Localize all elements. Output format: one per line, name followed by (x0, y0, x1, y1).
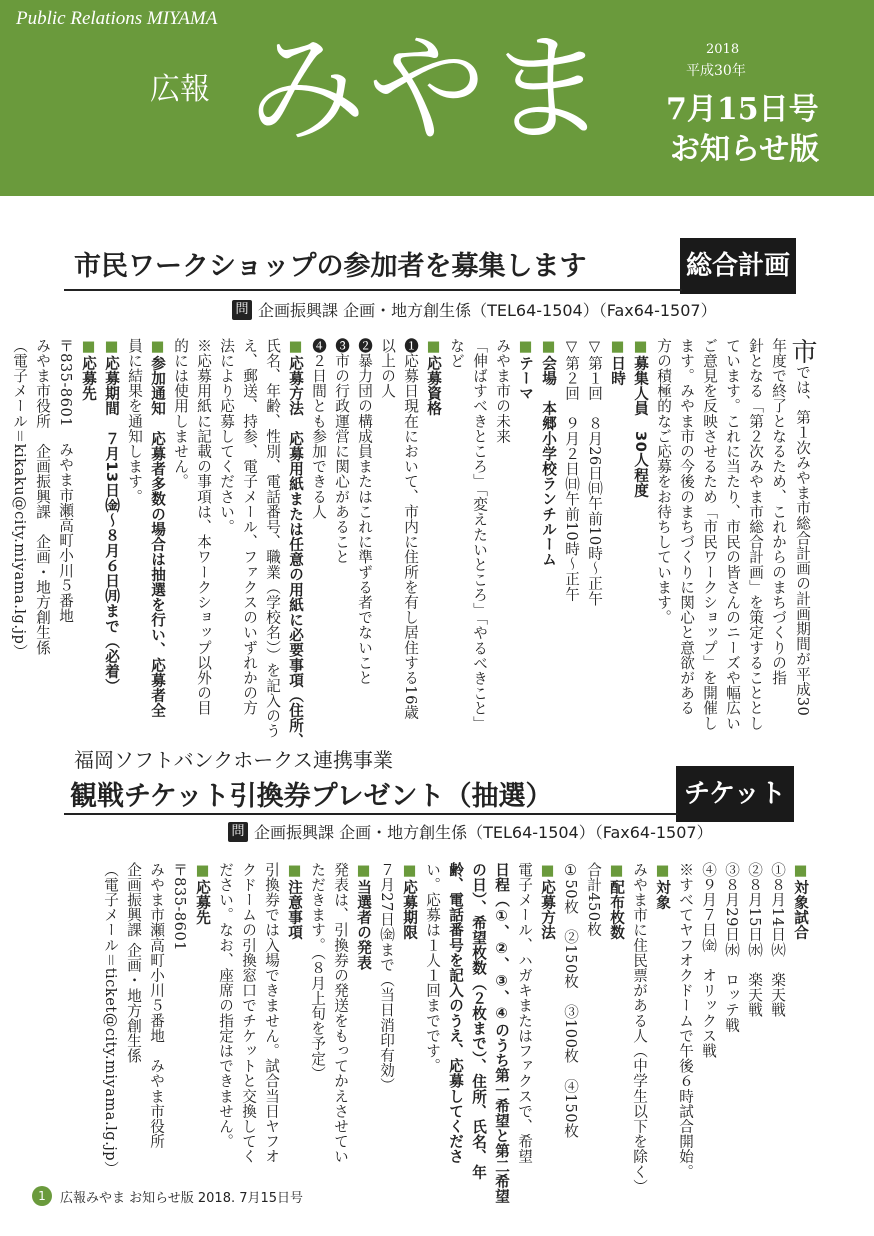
heading-haifu-maisu: ■ 配布枚数 (605, 862, 628, 1188)
workshop-contact (232, 298, 717, 321)
body-line: 年度で終了となるため、これからのまちづくりの指 (770, 338, 787, 686)
heading-oubo-kigen: ■ 応募期限 (398, 862, 421, 1188)
page-number-badge: 1 (32, 1186, 52, 1206)
ticket-subtitle: 福岡ソフトバンクホークス連携事業 (74, 748, 393, 772)
heading-boshu-jinin: ■ 募集人員 30人程度 (629, 338, 652, 722)
body-line: 「伸ばすべきところ」「変えたいところ」「やるべきこと」 (471, 338, 488, 732)
body-line: ▽第２回 ９月２日㈰午前10時～正午 (563, 338, 580, 602)
body-line: ❹２日間とも参加できる人 (310, 338, 327, 520)
page-footer (32, 1186, 303, 1206)
body-line: い。応募は１人１回までです。 (424, 862, 441, 1074)
body-line: 員に結果を通知します。 (126, 338, 143, 505)
body-line: ※応募用紙に記載の事項は、本ワークショップ以外の目 (195, 338, 212, 716)
tag-ticket: チケット (676, 766, 794, 822)
body-line: 〒835-8601 (171, 862, 188, 952)
body-line-bold: の日）、希望枚数（２枚まで）、住所、氏名、年 (470, 862, 487, 1180)
body-line: ご意見を反映させるため「市民ワークショップ」を開催し (701, 338, 718, 731)
body-line: 以上の人 (379, 338, 396, 399)
body-line: みやま市瀬高町小川５番地 みやま市役所 (148, 862, 165, 1149)
footer-text: 広報みやま お知らせ版 2018. 7月15日号 (60, 1190, 304, 1206)
logo-miyama: みやま (248, 20, 609, 158)
ticket-title: 観戦チケット引換券プレゼント（抽選） (70, 781, 553, 812)
body-line: ています。これに当たり、市民の皆さんのニーズや幅広い (724, 338, 741, 731)
workshop-contact-text[interactable]: 企画振興課 企画・地方創生係（TEL64-1504）（Fax64-1507） (258, 301, 717, 320)
body-line: ④９月７日㈮ オリックス戦 (700, 862, 717, 1059)
body-line: 法により応募してください。 (218, 338, 235, 535)
heading-kaijo: ■ 会場 本郷小学校ランチルーム (537, 338, 560, 722)
body-line: 電子メール、ハガキまたはファクスで、希望 (516, 862, 533, 1164)
body-line: 針となる「第２次みやま市総合計画」を策定することとし (747, 338, 764, 731)
body-line: 引換券では入場できません。試合当日ヤフオ (263, 862, 280, 1164)
body-line: ❸市の行政運営に関心があること (333, 338, 350, 565)
body-line: みやま市役所 企画振興課 企画・地方創生係 (34, 338, 51, 656)
heading-oubo-saki: ■ 応募先 (191, 862, 214, 1188)
heading-taisho-shiai: ■ 対象試合 (789, 862, 812, 1188)
heading-oubo-saki: ■ 応募先 (77, 338, 100, 722)
heading-sanka-tsuchi: ■ 参加通知 応募者多数の場合は抽選を行い、応募者全 (146, 338, 169, 722)
heading-tousensha-happyo: ■ 当選者の発表 (352, 862, 375, 1188)
email-link[interactable]: （電子メール＝kikaku@city.miyama.lg.jp） (11, 338, 28, 660)
workshop-body (11, 338, 817, 749)
body-line: ②８月15日㈬ 楽天戦 (746, 862, 763, 1018)
body-line: ①８月14日㈫ 楽天戦 (769, 862, 786, 1018)
heading-theme: ■ テーマ (514, 338, 537, 722)
body-line: 〒835-8601 みやま市瀬高町小川５番地 (57, 338, 74, 624)
tag-sougou-keikaku: 総合計画 (680, 238, 796, 294)
body-line: 方の積極的なご応募をお待ちしています。 (655, 338, 672, 625)
body-line: ７月27日㈮まで（当日消印有効） (378, 862, 395, 1093)
issue-era: 平成30年 (686, 63, 746, 79)
kouhou-label: 広報 (150, 72, 210, 107)
issue-date: 7月15日号 (666, 92, 819, 127)
lead-character: 市 (787, 338, 817, 365)
heading-oubo-houhou: ■ 応募方法 (536, 862, 559, 1188)
inquiry-icon: 問 (228, 822, 248, 842)
body-line: みやま市の未来 (494, 338, 511, 444)
body-line: 氏名、年齢、性別、電話番号、職業（学校名））を記入のう (264, 338, 281, 739)
heading-oubo-houhou: ■ 応募方法 応募用紙または任意の用紙に必要事項（住所、 (284, 338, 307, 722)
body-line: ます。みやま市の今後のまちづくりに関心と意欲がある (678, 338, 695, 716)
body-line: 発表は、引換券の発送をもってかえさせてい (332, 862, 349, 1164)
body-line: みやま市に住民票がある人（中学生以下を除く） (631, 862, 648, 1195)
body-line: 的には使用しません。 (172, 338, 189, 489)
body-line: 合計450枚 (585, 862, 602, 937)
heading-oubo-kikan: ■ 応募期間 ７月13日㈮～８月６日㈪まで（必着） (100, 338, 123, 722)
heading-taisho: ■ 対象 (651, 862, 674, 1188)
body-line: など (448, 338, 465, 369)
body-line: ▽第１回 ８月26日㈰午前10時～正午 (586, 338, 603, 607)
heading-chui-jikou: ■ 注意事項 (283, 862, 306, 1188)
heading-oubo-shikaku: ■ 応募資格 (422, 338, 445, 722)
issue-edition: お知らせ版 (670, 132, 820, 167)
body-line: ③８月29日㈬ ロッテ戦 (723, 862, 740, 1033)
ticket-contact-text[interactable]: 企画振興課 企画・地方創生係（TEL64-1504）（Fax64-1507） (254, 823, 713, 842)
heading-nichiji: ■ 日時 (606, 338, 629, 722)
body-line: ださい。なお、座席の指定はできません。 (217, 862, 234, 1149)
brand-name: Public Relations MIYAMA (16, 8, 218, 29)
body-line: ❷暴力団の構成員またはこれに準ずる者でないこと (356, 338, 373, 686)
workshop-title: 市民ワークショップの参加者を募集します (74, 251, 587, 282)
workshop-title-rule (64, 289, 682, 291)
ticket-contact (228, 820, 713, 843)
body-line: ※すべてヤフオクドームで午後６時試合開始。 (677, 862, 694, 1180)
issue-year: 2018 (706, 42, 740, 57)
body-line: ただきます。（８月上旬を予定） (309, 862, 326, 1082)
ticket-title-rule (64, 813, 678, 815)
body-line: ❶応募日現在において、市内に住所を有し居住する16歳 (402, 338, 419, 720)
inquiry-icon: 問 (232, 300, 252, 320)
body-line-bold: 日程（①、②、③、④のうち第一希望と第二希望 (493, 862, 510, 1204)
body-line: 企画振興課 企画・地方創生係 (125, 862, 142, 1064)
body-line-bold: 齢、電話番号を記入のうえ、応募してくださ (447, 862, 464, 1164)
body-line: 市では、第１次みやま市総合計画の計画期間が平成30 (787, 338, 817, 717)
masthead (0, 0, 874, 196)
body-line: ①50枚 ②150枚 ③100枚 ④150枚 (562, 862, 579, 1139)
body-line: え、郵送、持参、電子メール、ファクスのいずれかの方 (241, 338, 258, 716)
body-line: クドームの引換窓口でチケットと交換してく (240, 862, 257, 1164)
email-link[interactable]: （電子メール＝ticket@city.miyama.lg.jp） (102, 862, 119, 1177)
